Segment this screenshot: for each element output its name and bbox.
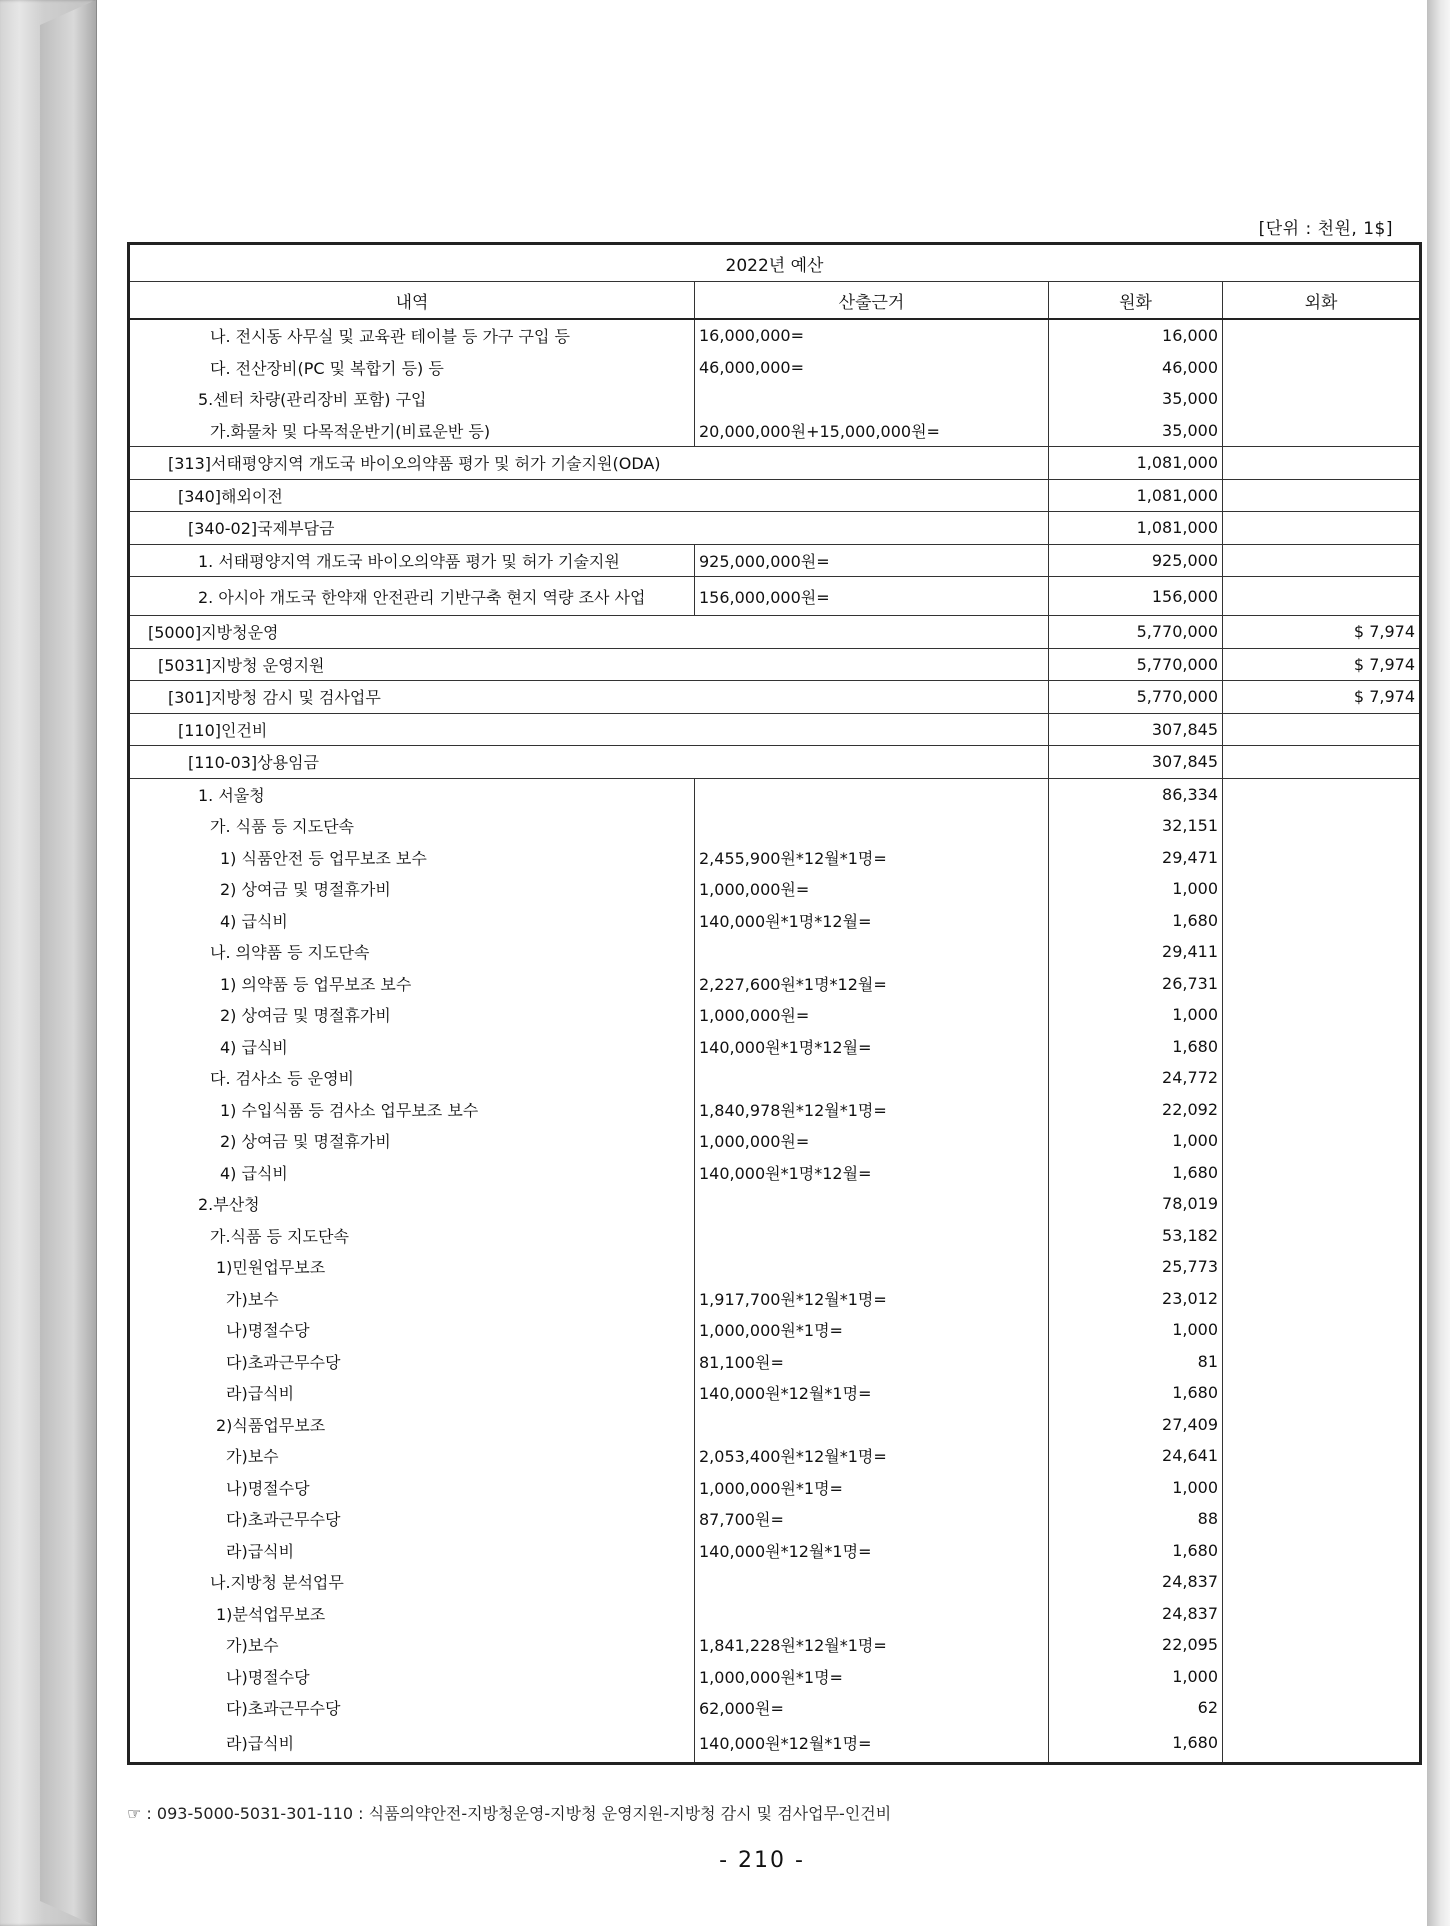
row-basis: 2,053,400원*12월*1명= — [695, 1440, 1049, 1472]
row-description: [110-03]상용임금 — [129, 746, 1049, 779]
table-row — [129, 936, 1421, 968]
row-description: 라)급식비 — [129, 1377, 695, 1409]
table-row — [129, 544, 1421, 577]
table-row — [129, 1251, 1421, 1283]
row-description: 5.센터 차량(관리장비 포함) 구입 — [129, 383, 695, 415]
row-basis: 156,000,000원= — [695, 577, 1049, 616]
row-basis: 1,000,000원= — [695, 999, 1049, 1031]
row-foreign — [1223, 778, 1421, 810]
table-row — [129, 1503, 1421, 1535]
row-basis: 1,000,000원*1명= — [695, 1661, 1049, 1693]
row-foreign — [1223, 1377, 1421, 1409]
row-krw: 26,731 — [1049, 968, 1223, 1000]
row-foreign — [1223, 1535, 1421, 1567]
row-foreign — [1223, 1188, 1421, 1220]
row-foreign — [1223, 1472, 1421, 1504]
table-row — [129, 746, 1421, 779]
row-foreign — [1223, 479, 1421, 512]
row-description: [5000]지방청운영 — [129, 616, 1049, 649]
table-row — [129, 447, 1421, 480]
row-basis: 2,455,900원*12월*1명= — [695, 842, 1049, 874]
row-krw: 925,000 — [1049, 544, 1223, 577]
row-krw: 1,000 — [1049, 1314, 1223, 1346]
row-foreign — [1223, 1094, 1421, 1126]
row-krw: 22,092 — [1049, 1094, 1223, 1126]
row-krw: 5,770,000 — [1049, 616, 1223, 649]
table-row — [129, 1440, 1421, 1472]
row-foreign — [1223, 1062, 1421, 1094]
table-row — [129, 479, 1421, 512]
row-foreign: $ 7,974 — [1223, 616, 1421, 649]
row-description: 다. 전산장비(PC 및 복합기 등) 등 — [129, 352, 695, 384]
row-foreign — [1223, 746, 1421, 779]
table-row — [129, 415, 1421, 447]
row-description: [313]서태평양지역 개도국 바이오의약품 평가 및 허가 기술지원(ODA) — [129, 447, 1049, 480]
table-row — [129, 1220, 1421, 1252]
row-krw: 62 — [1049, 1692, 1223, 1724]
row-description: 2. 아시아 개도국 한약재 안전관리 기반구축 현지 역량 조사 사업 — [129, 577, 695, 616]
row-foreign — [1223, 1157, 1421, 1189]
row-foreign — [1223, 383, 1421, 415]
page-number: - 210 - — [719, 1848, 805, 1873]
row-basis: 62,000원= — [695, 1692, 1049, 1724]
table-row — [129, 1031, 1421, 1063]
row-description: 다)초과근무수당 — [129, 1346, 695, 1378]
row-basis — [695, 1566, 1049, 1598]
row-basis — [695, 1409, 1049, 1441]
row-krw: 29,471 — [1049, 842, 1223, 874]
table-row — [129, 1094, 1421, 1126]
table-row — [129, 1535, 1421, 1567]
row-foreign — [1223, 447, 1421, 480]
row-basis: 140,000원*12월*1명= — [695, 1724, 1049, 1764]
row-basis — [695, 1251, 1049, 1283]
table-row — [129, 873, 1421, 905]
table-row — [129, 1629, 1421, 1661]
row-description: 2) 상여금 및 명절휴가비 — [129, 999, 695, 1031]
table-row — [129, 810, 1421, 842]
row-krw: 307,845 — [1049, 713, 1223, 746]
row-krw: 1,000 — [1049, 1125, 1223, 1157]
row-krw: 156,000 — [1049, 577, 1223, 616]
table-row — [129, 999, 1421, 1031]
row-description: 1) 의약품 등 업무보조 보수 — [129, 968, 695, 1000]
table-row — [129, 778, 1421, 810]
table-row — [129, 713, 1421, 746]
row-description: 나)명절수당 — [129, 1314, 695, 1346]
row-krw: 23,012 — [1049, 1283, 1223, 1315]
row-krw: 1,000 — [1049, 873, 1223, 905]
row-foreign — [1223, 810, 1421, 842]
row-basis: 1,000,000원= — [695, 873, 1049, 905]
table-row — [129, 319, 1421, 352]
row-basis: 1,917,700원*12월*1명= — [695, 1283, 1049, 1315]
row-basis — [695, 778, 1049, 810]
row-krw: 35,000 — [1049, 383, 1223, 415]
table-row — [129, 616, 1421, 649]
table-row — [129, 577, 1421, 616]
row-krw: 24,772 — [1049, 1062, 1223, 1094]
table-title: 2022년 예산 — [129, 244, 1421, 282]
row-foreign — [1223, 544, 1421, 577]
row-krw: 29,411 — [1049, 936, 1223, 968]
row-description: [340-02]국제부담금 — [129, 512, 1049, 545]
row-krw: 22,095 — [1049, 1629, 1223, 1661]
row-description: 다)초과근무수당 — [129, 1503, 695, 1535]
row-foreign — [1223, 1346, 1421, 1378]
row-krw: 307,845 — [1049, 746, 1223, 779]
row-krw: 1,680 — [1049, 1724, 1223, 1764]
row-krw: 1,680 — [1049, 905, 1223, 937]
row-foreign — [1223, 1283, 1421, 1315]
row-foreign — [1223, 1598, 1421, 1630]
row-foreign: $ 7,974 — [1223, 681, 1421, 714]
table-row — [129, 681, 1421, 714]
row-foreign — [1223, 415, 1421, 447]
row-foreign — [1223, 1692, 1421, 1724]
row-krw: 81 — [1049, 1346, 1223, 1378]
row-description: 가)보수 — [129, 1440, 695, 1472]
row-basis: 1,000,000원*1명= — [695, 1314, 1049, 1346]
row-basis — [695, 936, 1049, 968]
row-foreign — [1223, 577, 1421, 616]
row-foreign — [1223, 999, 1421, 1031]
row-description: [5031]지방청 운영지원 — [129, 648, 1049, 681]
page-edge-shadow — [1426, 0, 1450, 1926]
row-description: [301]지방청 감시 및 검사업무 — [129, 681, 1049, 714]
row-foreign — [1223, 1503, 1421, 1535]
row-description: 가)보수 — [129, 1629, 695, 1661]
row-description: 라)급식비 — [129, 1535, 695, 1567]
book-spine-edge — [40, 0, 96, 1926]
row-foreign — [1223, 1724, 1421, 1764]
row-krw: 27,409 — [1049, 1409, 1223, 1441]
row-description: 가)보수 — [129, 1283, 695, 1315]
row-basis — [695, 383, 1049, 415]
row-krw: 1,680 — [1049, 1535, 1223, 1567]
row-description: 1)민원업무보조 — [129, 1251, 695, 1283]
row-description: 4) 급식비 — [129, 1157, 695, 1189]
row-basis: 16,000,000= — [695, 319, 1049, 352]
row-krw: 88 — [1049, 1503, 1223, 1535]
row-krw: 1,000 — [1049, 1472, 1223, 1504]
table-row — [129, 1566, 1421, 1598]
row-krw: 24,641 — [1049, 1440, 1223, 1472]
row-foreign — [1223, 352, 1421, 384]
row-basis: 140,000원*12월*1명= — [695, 1377, 1049, 1409]
row-foreign — [1223, 1409, 1421, 1441]
row-krw: 32,151 — [1049, 810, 1223, 842]
row-description: 1) 식품안전 등 업무보조 보수 — [129, 842, 695, 874]
table-row — [129, 1188, 1421, 1220]
header-description: 내역 — [129, 282, 695, 320]
row-description: 1) 수입식품 등 검사소 업무보조 보수 — [129, 1094, 695, 1126]
row-description: 가.식품 등 지도단속 — [129, 1220, 695, 1252]
table-header-row — [129, 282, 1421, 320]
row-basis: 925,000,000원= — [695, 544, 1049, 577]
unit-note: [단위 : 천원, 1$] — [1258, 219, 1393, 239]
row-krw: 5,770,000 — [1049, 681, 1223, 714]
row-basis: 87,700원= — [695, 1503, 1049, 1535]
row-foreign — [1223, 512, 1421, 545]
row-foreign — [1223, 1251, 1421, 1283]
row-krw: 1,680 — [1049, 1377, 1223, 1409]
row-krw: 25,773 — [1049, 1251, 1223, 1283]
table-row — [129, 512, 1421, 545]
row-description: 다. 검사소 등 운영비 — [129, 1062, 695, 1094]
table-row — [129, 1692, 1421, 1724]
table-row — [129, 1346, 1421, 1378]
row-description: 다)초과근무수당 — [129, 1692, 695, 1724]
row-krw: 1,680 — [1049, 1031, 1223, 1063]
table-row — [129, 383, 1421, 415]
row-basis: 46,000,000= — [695, 352, 1049, 384]
row-krw: 1,081,000 — [1049, 447, 1223, 480]
row-basis — [695, 1220, 1049, 1252]
table-row — [129, 968, 1421, 1000]
row-foreign — [1223, 1314, 1421, 1346]
row-krw: 1,081,000 — [1049, 479, 1223, 512]
row-description: 나. 전시동 사무실 및 교육관 테이블 등 가구 구입 등 — [129, 319, 695, 352]
row-basis: 20,000,000원+15,000,000원= — [695, 415, 1049, 447]
row-krw: 5,770,000 — [1049, 648, 1223, 681]
row-basis — [695, 1062, 1049, 1094]
row-krw: 35,000 — [1049, 415, 1223, 447]
row-foreign — [1223, 1440, 1421, 1472]
table-row — [129, 1472, 1421, 1504]
footnote: ☞ : 093-5000-5031-301-110 : 식품의약안전-지방청운영-지방청 운영지원-지방청 감시 및 검사업무-인건비 — [127, 1804, 892, 1823]
row-basis: 1,840,978원*12월*1명= — [695, 1094, 1049, 1126]
row-foreign — [1223, 1661, 1421, 1693]
row-foreign — [1223, 1566, 1421, 1598]
row-basis: 140,000원*12월*1명= — [695, 1535, 1049, 1567]
row-foreign — [1223, 1629, 1421, 1661]
table-row — [129, 1283, 1421, 1315]
row-krw: 53,182 — [1049, 1220, 1223, 1252]
row-foreign: $ 7,974 — [1223, 648, 1421, 681]
table-row — [129, 648, 1421, 681]
row-basis: 81,100원= — [695, 1346, 1049, 1378]
row-basis: 1,000,000원= — [695, 1125, 1049, 1157]
row-description: 1. 서태평양지역 개도국 바이오의약품 평가 및 허가 기술지원 — [129, 544, 695, 577]
row-basis — [695, 810, 1049, 842]
row-foreign — [1223, 936, 1421, 968]
row-description: 나. 의약품 등 지도단속 — [129, 936, 695, 968]
row-description: 2.부산청 — [129, 1188, 695, 1220]
row-basis: 140,000원*1명*12월= — [695, 1031, 1049, 1063]
row-krw: 24,837 — [1049, 1598, 1223, 1630]
table-row — [129, 1724, 1421, 1764]
row-description: 2) 상여금 및 명절휴가비 — [129, 873, 695, 905]
row-description: 1. 서울청 — [129, 778, 695, 810]
row-description: 가. 식품 등 지도단속 — [129, 810, 695, 842]
row-description: 2) 상여금 및 명절휴가비 — [129, 1125, 695, 1157]
row-foreign — [1223, 319, 1421, 352]
row-basis: 1,841,228원*12월*1명= — [695, 1629, 1049, 1661]
row-description: 나.지방청 분석업무 — [129, 1566, 695, 1598]
row-basis — [695, 1598, 1049, 1630]
row-krw: 1,000 — [1049, 1661, 1223, 1693]
table-row — [129, 1125, 1421, 1157]
row-description: 4) 급식비 — [129, 905, 695, 937]
table-row — [129, 1062, 1421, 1094]
row-description: 1)분석업무보조 — [129, 1598, 695, 1630]
row-description: 나)명절수당 — [129, 1472, 695, 1504]
header-foreign: 외화 — [1223, 282, 1421, 320]
row-basis: 140,000원*1명*12월= — [695, 1157, 1049, 1189]
row-basis: 1,000,000원*1명= — [695, 1472, 1049, 1504]
row-description: [340]해외이전 — [129, 479, 1049, 512]
row-foreign — [1223, 842, 1421, 874]
row-foreign — [1223, 1031, 1421, 1063]
row-foreign — [1223, 873, 1421, 905]
table-row — [129, 1598, 1421, 1630]
row-krw: 1,081,000 — [1049, 512, 1223, 545]
row-krw: 24,837 — [1049, 1566, 1223, 1598]
table-title-row — [129, 244, 1421, 282]
table-row — [129, 352, 1421, 384]
document-page — [96, 0, 1427, 1926]
row-foreign — [1223, 905, 1421, 937]
table-row — [129, 1409, 1421, 1441]
row-description: 가.화물차 및 다목적운반기(비료운반 등) — [129, 415, 695, 447]
table-row — [129, 1157, 1421, 1189]
row-description: 라)급식비 — [129, 1724, 695, 1764]
row-basis: 2,227,600원*1명*12월= — [695, 968, 1049, 1000]
table-row — [129, 905, 1421, 937]
row-description: [110]인건비 — [129, 713, 1049, 746]
table-row — [129, 842, 1421, 874]
header-krw: 원화 — [1049, 282, 1223, 320]
table-row — [129, 1377, 1421, 1409]
row-krw: 78,019 — [1049, 1188, 1223, 1220]
row-foreign — [1223, 1125, 1421, 1157]
table-body — [129, 319, 1421, 1763]
row-krw: 46,000 — [1049, 352, 1223, 384]
row-description: 2)식품업무보조 — [129, 1409, 695, 1441]
row-foreign — [1223, 1220, 1421, 1252]
row-krw: 16,000 — [1049, 319, 1223, 352]
row-basis — [695, 1188, 1049, 1220]
row-foreign — [1223, 713, 1421, 746]
row-krw: 86,334 — [1049, 778, 1223, 810]
row-krw: 1,680 — [1049, 1157, 1223, 1189]
budget-table — [127, 242, 1422, 1765]
row-foreign — [1223, 968, 1421, 1000]
row-krw: 1,000 — [1049, 999, 1223, 1031]
table-row — [129, 1661, 1421, 1693]
row-description: 4) 급식비 — [129, 1031, 695, 1063]
header-basis: 산출근거 — [695, 282, 1049, 320]
row-basis: 140,000원*1명*12월= — [695, 905, 1049, 937]
table-row — [129, 1314, 1421, 1346]
row-description: 나)명절수당 — [129, 1661, 695, 1693]
